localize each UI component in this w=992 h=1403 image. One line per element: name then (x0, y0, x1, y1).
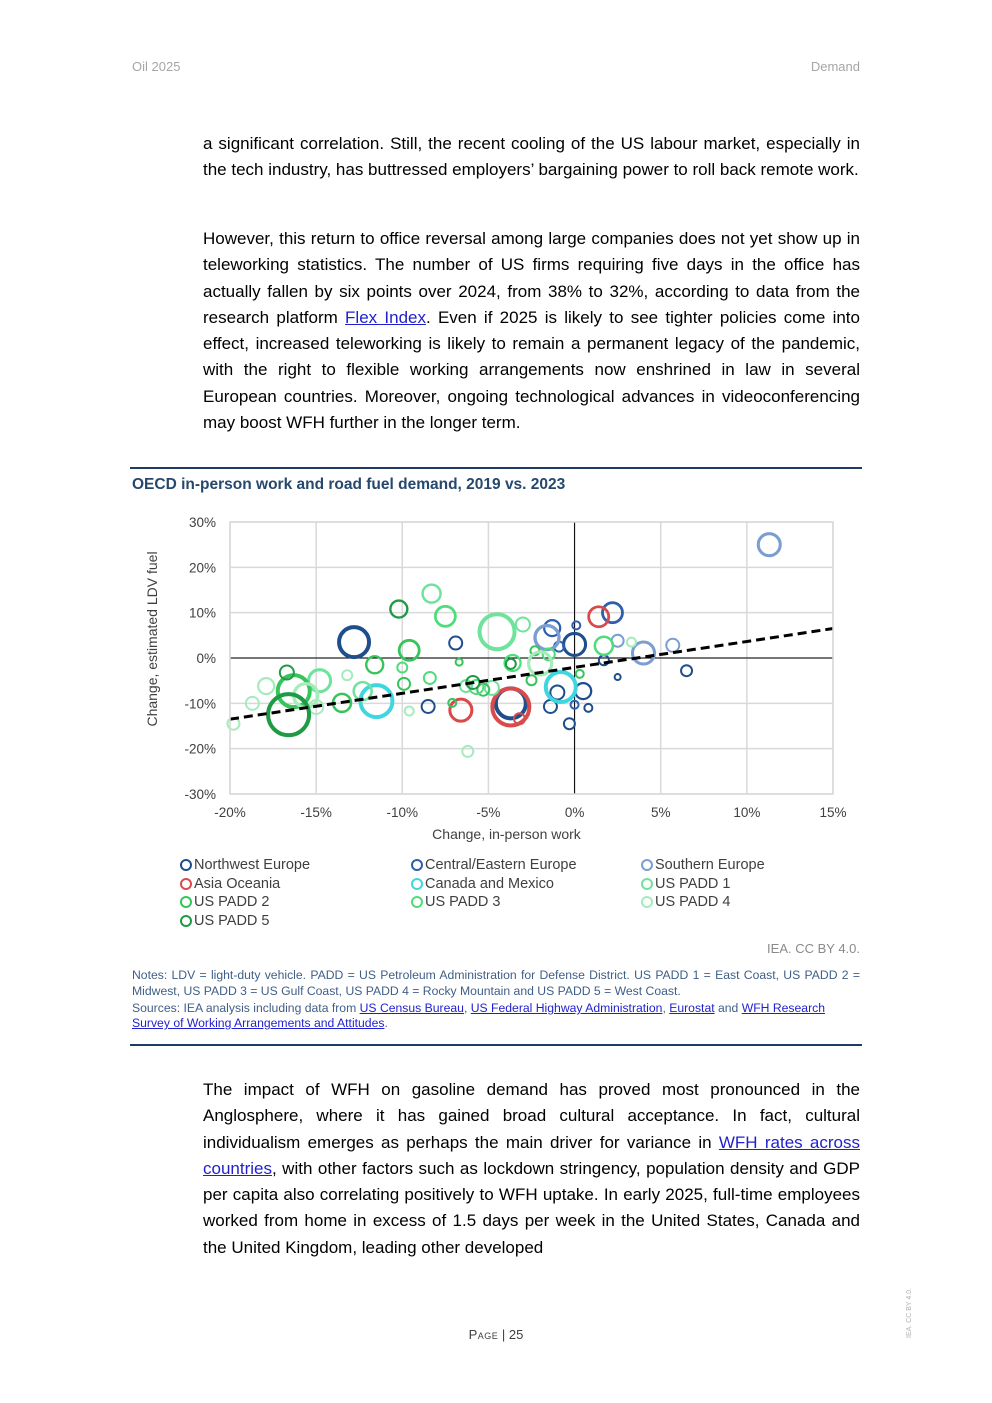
sources-prefix: Sources: IEA analysis including data from (132, 1001, 360, 1015)
data-point-asia-oceania (450, 699, 472, 721)
legend-label: Southern Europe (655, 857, 765, 873)
para3-text-start: The impact of WFH on gasoline demand has proved most pronounced in the Anglosphere, where it has gained broad cultural acceptance. In fact, cultural individualism emerges as perhaps the main driver for variance in (203, 1080, 860, 1152)
figure-bottom-rule (130, 1044, 862, 1046)
side-license-text: IEA. CC BY 4.0. (906, 1287, 913, 1338)
legend-label: Central/Eastern Europe (425, 857, 577, 873)
para2-text-end: . Even if 2025 is likely to see tighter policies come into effect, increased teleworking is likely to remain a permanent legacy of the pandemic, with the right to flexible working arrangements now enshrined in law in several European countries. Moreover, ongoing technological advances in videoconferencing may boost WFH further in the longer term. (203, 307, 860, 433)
legend-item (411, 857, 577, 873)
data-point-us-padd-2 (456, 659, 463, 666)
data-point-us-padd-2 (366, 656, 383, 673)
legend-marker-icon (641, 878, 653, 890)
data-point-asia-oceania (589, 607, 609, 627)
legend-label: US PADD 4 (655, 894, 731, 910)
legend-item (180, 913, 269, 929)
legend-marker-icon (180, 859, 192, 871)
y-tick-label: -20% (184, 741, 216, 757)
data-point-us-padd-3 (424, 672, 436, 684)
data-point-northwest-europe (681, 665, 692, 676)
data-point-us-padd-3 (435, 606, 455, 626)
sources-separator: and (714, 1001, 742, 1015)
running-header-right: Demand (810, 59, 860, 74)
figure-sources (132, 1001, 860, 1031)
y-tick-label: 20% (188, 560, 216, 576)
x-tick-label: -20% (214, 805, 246, 820)
legend-item (641, 894, 730, 910)
y-axis-title: Change, estimated LDV fuel (144, 551, 160, 727)
data-point-us-padd-2 (576, 670, 584, 678)
flex-index-link[interactable]: Flex Index (345, 307, 426, 327)
body-paragraph-1: a significant correlation. Still, the recent cooling of the US labour market, especially in the tech industry, has buttressed employers’ bargaining power to roll back remote work. (203, 134, 860, 180)
figure-credit: IEA. CC BY 4.0. (767, 941, 860, 956)
legend-item (411, 894, 500, 910)
data-point-us-padd-2 (527, 675, 537, 685)
data-point-us-padd-4 (342, 670, 352, 680)
legend-item (641, 857, 765, 873)
legend-marker-icon (411, 878, 423, 890)
trend-line (230, 629, 833, 720)
data-point-us-padd-4 (258, 678, 274, 694)
legend-label: Canada and Mexico (425, 875, 554, 892)
data-point-northwest-europe (584, 704, 592, 712)
data-point-us-padd-5 (390, 601, 407, 618)
legend-item (641, 876, 730, 892)
legend-label: Asia Oceania (194, 875, 281, 892)
data-point-northwest-europe (615, 674, 621, 680)
page-footer (0, 1327, 992, 1342)
legend-label: Northwest Europe (194, 857, 311, 873)
x-axis-title: Change, in-person work (432, 826, 581, 842)
data-point-us-padd-1 (480, 614, 515, 649)
data-point-us-padd-1 (309, 670, 331, 692)
legend-marker-icon (180, 878, 192, 890)
x-tick-label: -15% (300, 805, 332, 820)
data-point-northwest-europe (449, 637, 462, 650)
legend-label: US PADD 5 (194, 912, 270, 929)
data-point-us-padd-2 (398, 678, 410, 690)
para3-text-end: , with other factors such as lockdown stringency, population density and GDP per capita also correlating positively to WFH uptake. In early 2025, full-time employees worked from home in excess of 1.5 days per week in the United States, Canada and the United Kingdom, leading other developed (203, 1158, 860, 1257)
x-tick-label: 10% (733, 805, 761, 820)
sources-suffix: . (384, 1016, 388, 1030)
sources-separator: , (662, 1001, 670, 1015)
data-point-us-padd-1 (516, 617, 530, 631)
data-point-southern-europe (666, 639, 679, 652)
legend-marker-icon (180, 915, 192, 927)
data-point-us-padd-4 (405, 707, 414, 716)
running-header-left: Oil 2025 (132, 59, 181, 74)
legend-marker-icon (411, 859, 423, 871)
data-point-us-padd-4 (462, 746, 473, 757)
wfh-rates-link[interactable]: WFH rates across countries (203, 1132, 860, 1178)
x-tick-label: 0% (564, 805, 585, 820)
y-tick-label: 0% (196, 651, 216, 666)
data-point-northwest-europe (339, 627, 369, 657)
data-point-northwest-europe (422, 700, 435, 713)
legend-marker-icon (641, 859, 653, 871)
page-separator: | (498, 1327, 509, 1342)
page-number: 25 (508, 1327, 524, 1342)
data-point-southern-europe (535, 626, 559, 650)
x-tick-label: -5% (476, 805, 501, 820)
y-tick-label: -10% (184, 696, 216, 712)
data-point-southern-europe (758, 534, 780, 556)
figure-top-rule (130, 467, 862, 469)
sources-separator: , (463, 1001, 471, 1015)
legend-label: US PADD 3 (425, 894, 501, 910)
y-tick-label: -30% (184, 787, 216, 802)
legend-marker-icon (641, 896, 653, 908)
legend-label: US PADD 1 (655, 875, 731, 892)
eurostat-link[interactable]: Eurostat (669, 1001, 715, 1015)
census-bureau-link[interactable]: US Census Bureau (359, 1001, 464, 1015)
page-label: Page (468, 1327, 499, 1342)
body-paragraph-3 (203, 1077, 860, 1261)
data-point-canada-and-mexico (360, 685, 392, 717)
x-tick-label: 5% (650, 805, 671, 820)
scatter-chart (130, 505, 860, 850)
y-tick-label: 30% (188, 515, 216, 530)
y-tick-label: 10% (188, 605, 216, 621)
data-point-northwest-europe (564, 718, 575, 729)
legend-label: US PADD 2 (194, 894, 270, 910)
data-point-central-eastern-europe (572, 621, 580, 629)
figure-notes: Notes: LDV = light-duty vehicle. PADD = US Petroleum Administration for Defense District. US PADD 1 = East Coast, US PADD 2 = Midwest, US PADD 3 = US Gulf Coast, US PADD 4 = Rocky Mountain and US PADD 5 = West Coast. (132, 968, 860, 998)
data-point-us-padd-5 (506, 659, 516, 669)
wfh-research-link[interactable]: WFH Research Survey of Working Arrangements and Attitudes (132, 1001, 826, 1030)
fhwa-link[interactable]: US Federal Highway Administration (470, 1001, 663, 1015)
data-point-us-padd-4 (627, 638, 636, 647)
legend-item (180, 894, 269, 910)
legend-item (180, 876, 280, 892)
legend-marker-icon (411, 896, 423, 908)
legend-marker-icon (180, 896, 192, 908)
data-point-us-padd-1 (485, 681, 499, 695)
data-point-us-padd-1 (423, 585, 441, 603)
body-paragraph-2 (203, 226, 860, 436)
para2-text-start: However, this return to office reversal among large companies does not yet show up in teleworking statistics. The number of US firms requiring five days in the office has actually fallen by six points over 2024, from 38% to 32%, according to data from the research platform (203, 229, 860, 327)
data-point-us-padd-3 (595, 637, 613, 655)
legend-item (180, 857, 310, 873)
legend-item (411, 876, 554, 892)
figure-title: OECD in-person work and road fuel demand, 2019 vs. 2023 (132, 476, 566, 493)
x-tick-label: 15% (819, 805, 847, 820)
x-tick-label: -10% (386, 805, 419, 820)
data-point-us-padd-5 (268, 694, 309, 735)
